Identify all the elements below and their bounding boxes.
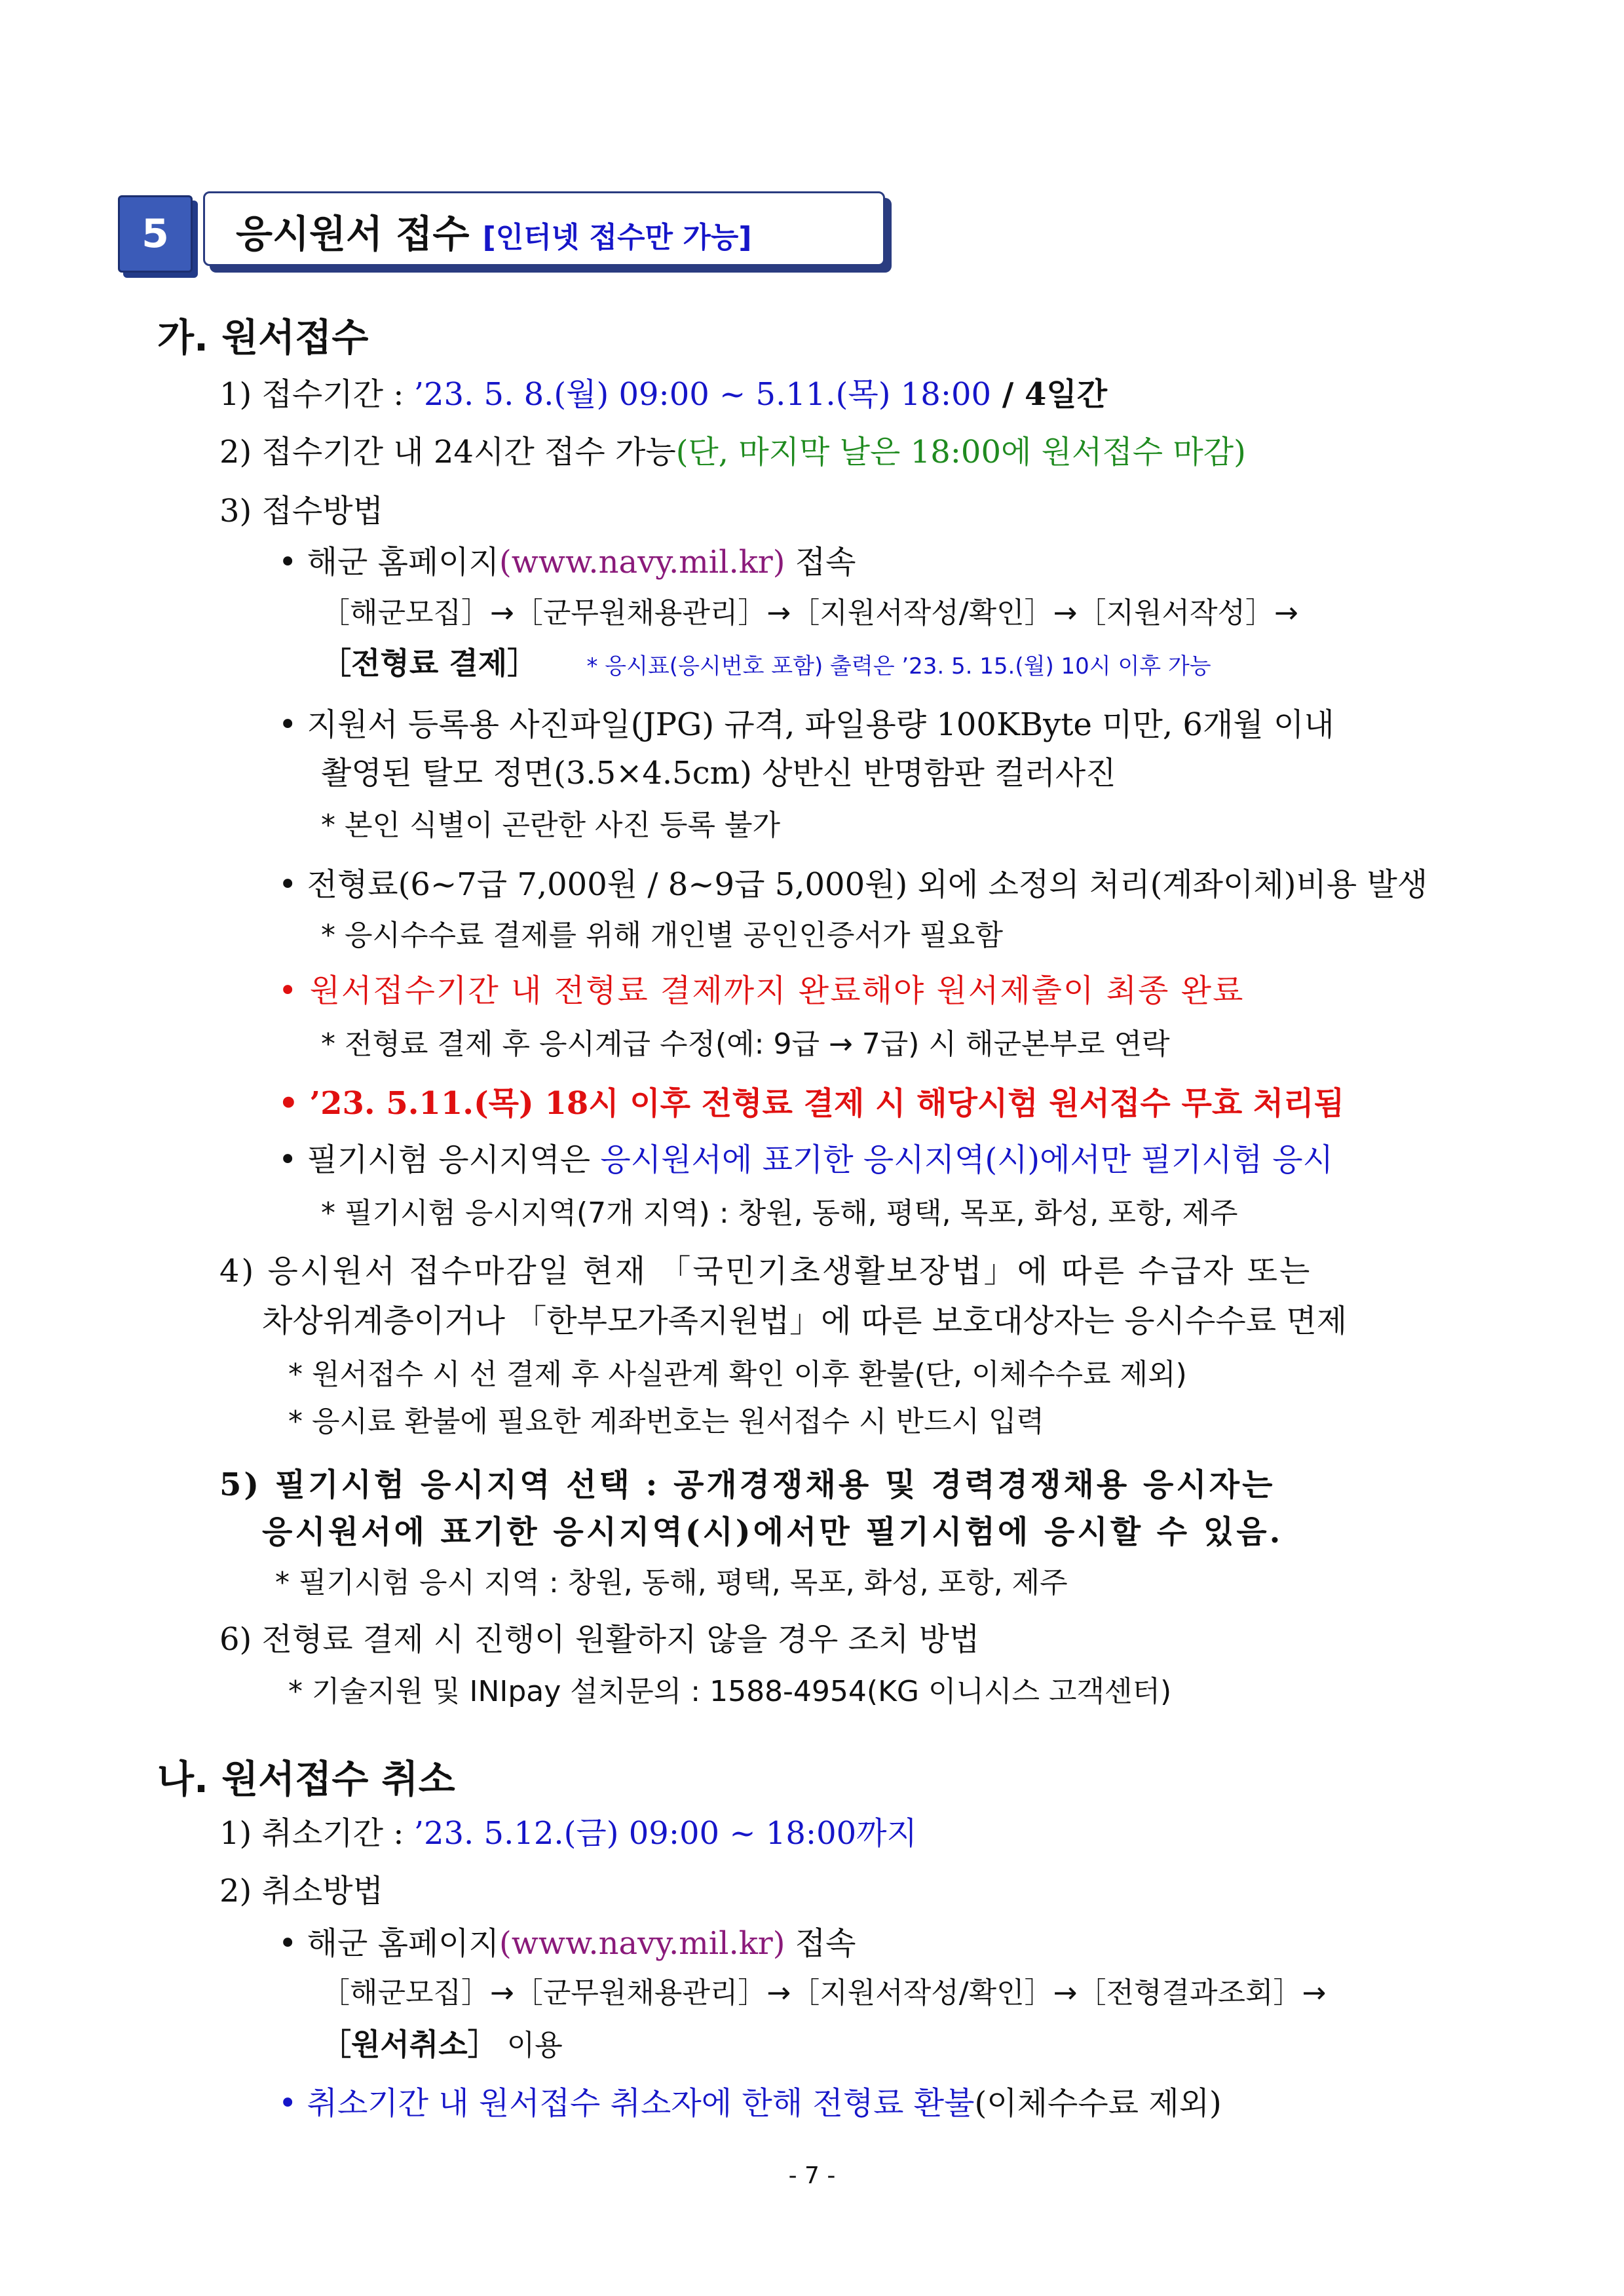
hours-note: (단, 마지막 날은 18:00에 원서접수 마감) [675, 434, 1246, 470]
cancel-nav-path-2-tail: 이용 [497, 2029, 563, 2062]
nav-path-1: ［해군모집］→［군무원채용관리］→［지원서작성/확인］→［지원서작성］→ [321, 596, 1298, 630]
exam-region-pre: • 필기시험 응시지역은 [278, 1141, 601, 1178]
exam-region-line [278, 1140, 1333, 1179]
heading-cancel: 나. 원서접수 취소 [157, 1757, 455, 1801]
payment-warning: • 원서접수기간 내 전형료 결제까지 완료해야 원서제출이 최종 완료 [278, 972, 1245, 1009]
cancel-homepage-line [278, 1924, 856, 1963]
ticket-note: * 응시표(응시번호 포함) 출력은 ’23. 5. 15.(월) 10시 이후 가능 [586, 653, 1211, 679]
refund-highlight: • 취소기간 내 원서접수 취소자에 한해 전형료 환불 [278, 2085, 975, 2122]
refund-tail: (이체수수료 제외) [974, 2085, 1222, 2122]
photo-note: * 본인 식별이 곤란한 사진 등록 불가 [321, 809, 780, 842]
region-select-line-1: 5) 필기시험 응시지역 선택 : 공개경쟁채용 및 경력경쟁채용 응시자는 [219, 1466, 1275, 1503]
section-number-badge [118, 195, 193, 273]
period-label: 1) 접수기간 : [219, 376, 414, 413]
page-number: - 7 - [788, 2162, 836, 2189]
section-title-main: 응시원서 접수 [236, 212, 470, 256]
exemption-note-1: * 원서접수 시 선 결제 후 사실관계 확인 이후 환불(단, 이체수수료 제외) [288, 1358, 1187, 1391]
homepage-post: 접속 [785, 544, 856, 581]
cancel-period-value: ’23. 5.12.(금) 09:00 ~ 18:00까지 [413, 1815, 917, 1852]
nav-path-2: ［전형료 결제］ [321, 645, 538, 681]
cancel-nav-path-2-line [321, 2025, 563, 2065]
nav-path-2-line [321, 643, 1211, 686]
cancel-method-heading: 2) 취소방법 [219, 1873, 383, 1909]
payment-issue-line: 6) 전형료 결제 시 진행이 원활하지 않을 경우 조치 방법 [219, 1621, 980, 1658]
cancel-period-line [219, 1814, 917, 1853]
cancel-homepage-url[interactable]: (www.navy.mil.kr) [499, 1925, 785, 1962]
refund-line [278, 2084, 1222, 2123]
method-heading: 3) 접수방법 [219, 493, 383, 529]
homepage-pre: • 해군 홈페이지 [278, 544, 500, 581]
cancel-nav-path-2: ［원서취소］ [321, 2027, 498, 2062]
hours-label: 2) 접수기간 내 24시간 접수 가능 [219, 434, 676, 470]
fee-note: * 응시수수료 결제를 위해 개인별 공인인증서가 필요함 [321, 919, 1004, 952]
cancel-homepage-pre: • 해군 홈페이지 [278, 1925, 500, 1962]
heading-application: 가. 원서접수 [157, 315, 369, 360]
payment-note: * 전형료 결제 후 응시계급 수정(예: 9급 → 7급) 시 해군본부로 연락 [321, 1027, 1170, 1061]
exemption-line-1: 4) 응시원서 접수마감일 현재 「국민기초생활보장법」에 따른 수급자 또는 [219, 1253, 1312, 1290]
exam-region-note: * 필기시험 응시지역(7개 지역) : 창원, 동해, 평택, 목포, 화성, 포항, 제주 [321, 1196, 1238, 1230]
region-select-note: * 필기시험 응시 지역 : 창원, 동해, 평택, 목포, 화성, 포항, 제주 [275, 1566, 1068, 1599]
fee-line: • 전형료(6~7급 7,000원 / 8~9급 5,000원) 외에 소정의 처리(계좌이체)비용 발생 [278, 866, 1428, 903]
section-title [236, 203, 751, 258]
cancel-period-label: 1) 취소기간 : [219, 1815, 414, 1852]
section-number: 5 [142, 211, 169, 257]
exemption-note-2: * 응시료 환불에 필요한 계좌번호는 원서접수 시 반드시 입력 [288, 1405, 1044, 1438]
hours-line [219, 432, 1246, 472]
photo-line-1: • 지원서 등록용 사진파일(JPG) 규격, 파일용량 100KByte 미만, 6개월 이내 [278, 706, 1334, 743]
period-value: ’23. 5. 8.(월) 09:00 ~ 5.11.(목) 18:00 [413, 376, 992, 413]
cancel-nav-path-1: ［해군모집］→［군무원채용관리］→［지원서작성/확인］→［전형결과조회］→ [321, 1976, 1327, 2010]
deadline-warning: • ’23. 5.11.(목) 18시 이후 전형료 결제 시 해당시험 원서접수 무효 처리됨 [278, 1085, 1345, 1122]
exemption-line-2: 차상위계층이거나 「한부모가족지원법」에 따른 보호대상자는 응시수수료 면제 [262, 1303, 1348, 1339]
period-line [219, 375, 1107, 414]
homepage-url[interactable]: (www.navy.mil.kr) [499, 544, 785, 581]
exam-region-highlight: 응시원서에 표기한 응시지역(시)에서만 필기시험 응시 [600, 1141, 1333, 1178]
section-title-sub: [인터넷 접수만 가능] [482, 221, 752, 254]
photo-line-2: 촬영된 탈모 정면(3.5×4.5cm) 상반신 반명함판 컬러사진 [321, 755, 1116, 792]
payment-issue-note: * 기술지원 및 INIpay 설치문의 : 1588-4954(KG 이니시스 고객센터) [288, 1675, 1172, 1708]
period-days: / 4일간 [991, 376, 1108, 413]
homepage-line [278, 543, 856, 582]
region-select-line-2: 응시원서에 표기한 응시지역(시)에서만 필기시험에 응시할 수 있음. [262, 1514, 1283, 1550]
cancel-homepage-post: 접속 [785, 1925, 856, 1962]
